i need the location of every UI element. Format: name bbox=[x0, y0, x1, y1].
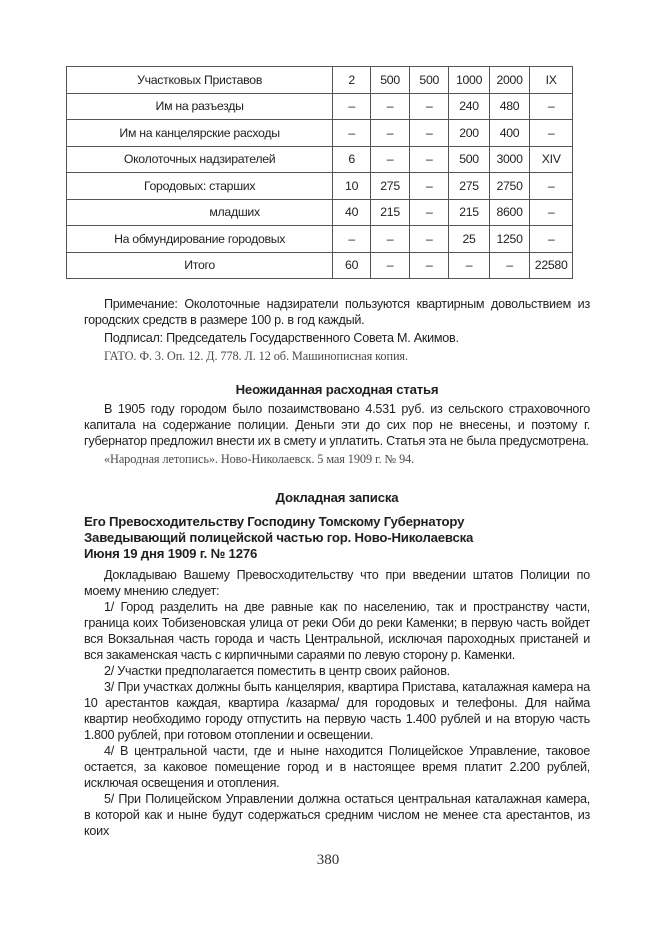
table-cell: – bbox=[530, 173, 573, 200]
row-label: младших bbox=[67, 199, 333, 226]
table-cell: 2750 bbox=[489, 173, 530, 200]
table-row bbox=[67, 226, 573, 253]
table-cell: – bbox=[410, 173, 449, 200]
table-cell: – bbox=[489, 252, 530, 279]
table-cell: IX bbox=[530, 67, 573, 94]
table-cell: – bbox=[410, 146, 449, 173]
table-cell: 215 bbox=[449, 199, 490, 226]
table-cell: 500 bbox=[449, 146, 490, 173]
report-paragraph: 1/ Город разделить на две равные как по населению, так и пространству части, граница коих Тобизеновская улица от реки Оби до реки Каменки; в первую часть войдет вся Вокзальная часть города и часть Центральной, исключая пароходных пристаней и вся закаменская часть с кирпичными сараями по левую сторону р. Каменки. bbox=[84, 600, 590, 662]
table-cell: – bbox=[530, 199, 573, 226]
table-cell: – bbox=[410, 93, 449, 120]
report-paragraph: 3/ При участках должны быть канцелярия, квартира Пристава, каталажная камера на 10 арестантов каждая, квартира /казарма/ для городовых и телефоны. Для найма квартир необходимо городу отпустить на первую часть 1.400 рублей и на вторую часть 1.800 рублей, при готовом отоплении и освещении. bbox=[84, 680, 590, 742]
row-label: На обмундирование городовых bbox=[67, 226, 333, 253]
table-cell: 2000 bbox=[489, 67, 530, 94]
row-label: Околоточных надзирателей bbox=[67, 146, 333, 173]
table-cell: 60 bbox=[333, 252, 371, 279]
table-cell: XIV bbox=[530, 146, 573, 173]
signature-line: Подписал: Председатель Государственного Совета М. Акимов. bbox=[104, 331, 459, 345]
newspaper-source: «Народная летопись». Ново-Николаевск. 5 мая 1909 г. № 94. bbox=[104, 452, 415, 466]
table-cell: – bbox=[410, 252, 449, 279]
table-row bbox=[67, 173, 573, 200]
table-cell: – bbox=[333, 226, 371, 253]
table-cell: – bbox=[370, 120, 409, 147]
table-cell: – bbox=[370, 146, 409, 173]
table-cell: 1000 bbox=[449, 67, 490, 94]
table-cell: – bbox=[410, 199, 449, 226]
archive-source: ГАТО. Ф. 3. Оп. 12. Д. 778. Л. 12 об. Машинописная копия. bbox=[104, 349, 408, 363]
table-cell: – bbox=[410, 226, 449, 253]
row-label: Участковых Приставов bbox=[67, 67, 333, 94]
table-cell: 22580 bbox=[530, 252, 573, 279]
table-cell: – bbox=[530, 226, 573, 253]
report-paragraph: 4/ В центральной части, где и ныне находится Полицейское Управление, таковое остается, за каковое помещение город и в настоящее время платит 2.200 рублей, исключая освещения и отопления. bbox=[84, 744, 590, 790]
address-line: Его Превосходительству Господину Томскому Губернатору bbox=[84, 514, 465, 529]
report-paragraph: 5/ При Полицейском Управлении должна остаться центральная каталажная камера, в которой как и ныне будут содержаться средним числом не менее ста арестантов, из коих bbox=[84, 792, 590, 838]
table-cell: 3000 bbox=[489, 146, 530, 173]
report-paragraph: 2/ Участки предполагается поместить в центр своих районов. bbox=[104, 664, 450, 678]
address-line: Июня 19 дня 1909 г. № 1276 bbox=[84, 546, 258, 561]
table-notes bbox=[84, 296, 590, 364]
table-row bbox=[67, 252, 573, 279]
table-cell: – bbox=[530, 120, 573, 147]
table-row bbox=[67, 120, 573, 147]
table-cell: – bbox=[333, 93, 371, 120]
row-label: Им на канцелярские расходы bbox=[67, 120, 333, 147]
table-cell: 40 bbox=[333, 199, 371, 226]
table-cell: 215 bbox=[370, 199, 409, 226]
table-cell: 500 bbox=[370, 67, 409, 94]
table-cell: 275 bbox=[370, 173, 409, 200]
table-cell: 480 bbox=[489, 93, 530, 120]
table-cell: 10 bbox=[333, 173, 371, 200]
table-cell: – bbox=[530, 93, 573, 120]
report-paragraph: Докладываю Вашему Превосходительству что при введении штатов Полиции по моему мнению следует: bbox=[84, 568, 590, 598]
table-cell: – bbox=[370, 226, 409, 253]
table-cell: 2 bbox=[333, 67, 371, 94]
address-line: Заведывающий полицейской частью гор. Ново-Николаевска bbox=[84, 530, 474, 545]
table-cell: 400 bbox=[489, 120, 530, 147]
section-heading: Докладная записка bbox=[275, 490, 399, 505]
table-cell: 25 bbox=[449, 226, 490, 253]
table-cell: 200 bbox=[449, 120, 490, 147]
section-body: В 1905 году городом было позаимствовано 4.531 руб. из сельского страховочного капитала на содержание полиции. Деньги эти до сих пор не внесены, и поэтому г. губернатор предложил внести их в смету и уплатить. Статья эта не была предусмотрена. bbox=[84, 402, 590, 448]
table-cell: 500 bbox=[410, 67, 449, 94]
row-label: Им на разъезды bbox=[67, 93, 333, 120]
section-report bbox=[84, 490, 590, 839]
page-number: 380 bbox=[316, 852, 340, 868]
table-cell: 8600 bbox=[489, 199, 530, 226]
row-label: Городовых: старших bbox=[67, 173, 333, 200]
table-cell: – bbox=[333, 120, 371, 147]
table-cell: 240 bbox=[449, 93, 490, 120]
table-cell: – bbox=[370, 93, 409, 120]
table-row bbox=[67, 67, 573, 94]
section-heading: Неожиданная расходная статья bbox=[235, 382, 439, 397]
table-cell: – bbox=[449, 252, 490, 279]
section-unexpected-expense bbox=[84, 382, 590, 467]
table-note: Примечание: Околоточные надзиратели пользуются квартирным довольствием из городских средств в размере 100 р. в год каждый. bbox=[84, 297, 590, 327]
table-row bbox=[67, 93, 573, 120]
table-cell: 1250 bbox=[489, 226, 530, 253]
table-cell: – bbox=[370, 252, 409, 279]
table-cell: 275 bbox=[449, 173, 490, 200]
table-cell: 6 bbox=[333, 146, 371, 173]
table-cell: – bbox=[410, 120, 449, 147]
row-label: Итого bbox=[67, 252, 333, 279]
table-row bbox=[67, 146, 573, 173]
police-staff-table bbox=[66, 66, 573, 279]
table-row bbox=[67, 199, 573, 226]
